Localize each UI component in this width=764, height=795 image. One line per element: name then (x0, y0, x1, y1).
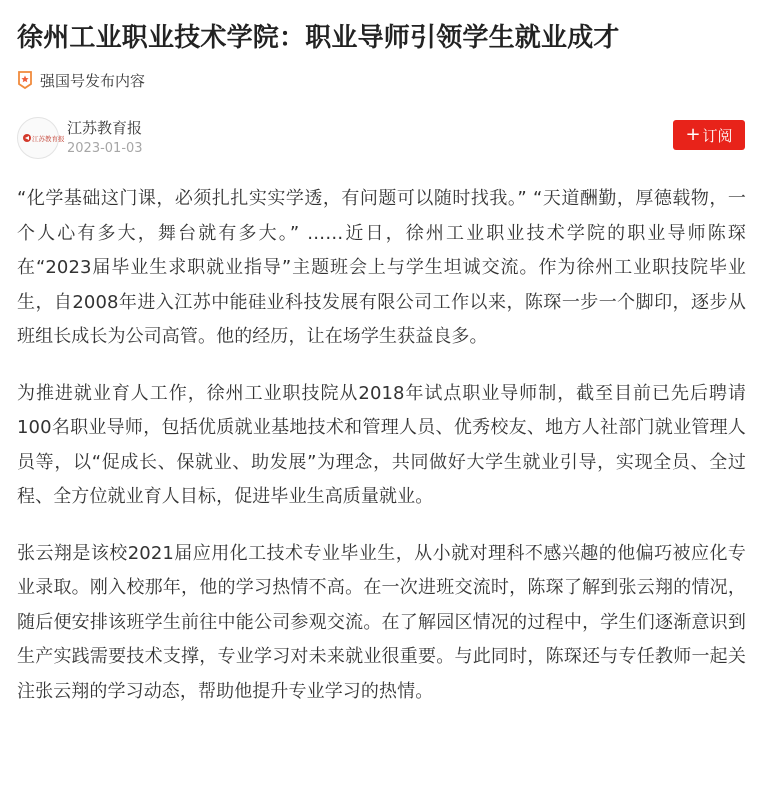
article-body (17, 182, 746, 709)
medal-badge-icon (17, 71, 33, 89)
svg-text:江苏教育报: 江苏教育报 (32, 135, 65, 143)
source-label: 强国号发布内容 (40, 71, 146, 90)
author-avatar[interactable] (17, 117, 65, 159)
publish-date: 2023-01-03 (67, 140, 143, 156)
subscribe-button[interactable] (673, 120, 745, 150)
article-paragraph: “化学基础这门课，必须扎扎实实学透，有问题可以随时找我。” “天道酬勤，厚德载物，一个人心有多大，舞台就有多大。” ……近日，徐州工业职业技术学院的职业导师陈琛在“2023届毕业生求职就业指导”主题班会上与学生坦诚交流。作为徐州工业职技院毕业生，自2008年进入江苏中能硅业科技发展有限公司工作以来，陈琛一步一个脚印，逐步从班组长成长为公司高管。他的经历，让在场学生获益良多。 (17, 188, 746, 347)
article-paragraph: 为推进就业育人工作，徐州工业职技院从2018年试点职业导师制，截至目前已先后聘请100名职业导师，包括优质就业基地技术和管理人员、优秀校友、地方人社部门就业管理人员等，以“促成长、保就业、助发展”为理念，共同做好大学生就业引导，实现全员、全过程、全方位就业育人目标，促进毕业生高质量就业。 (17, 382, 746, 507)
plus-icon: + (685, 124, 701, 145)
author-name[interactable]: 江苏教育报 (67, 118, 143, 137)
source-tag (17, 66, 746, 94)
author-meta (67, 118, 143, 159)
author-row (17, 114, 746, 162)
author-logo-icon (19, 119, 65, 157)
subscribe-label: 订阅 (702, 126, 733, 145)
article-paragraph: 张云翔是该校2021届应用化工技术专业毕业生，从小就对理科不感兴趣的他偏巧被应化专业录取。刚入校那年，他的学习热情不高。在一次进班交流时，陈琛了解到张云翔的情况，随后便安排该班学生前往中能公司参观交流。在了解园区情况的过程中，学生们逐渐意识到生产实践需要技术支撑，专业学习对未来就业很重要。与此同时，陈琛还与专任教师一起关注张云翔的学习动态，帮助他提升专业学习的热情。 (17, 542, 746, 702)
article-title: 徐州工业职业技术学院：职业导师引领学生就业成才 (17, 23, 620, 53)
